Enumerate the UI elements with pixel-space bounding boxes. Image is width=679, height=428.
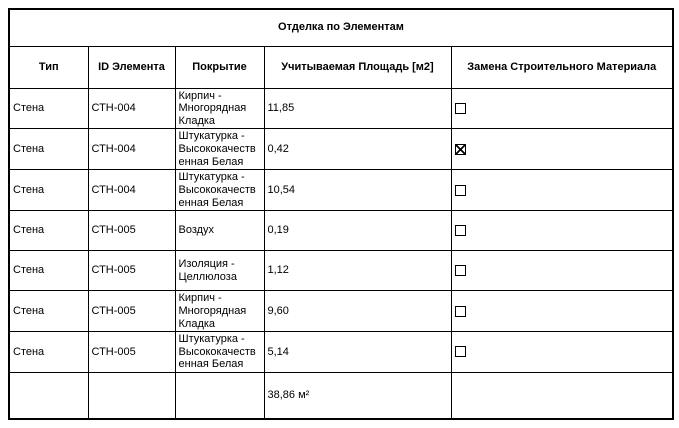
replace-material-checkbox[interactable] bbox=[455, 144, 466, 155]
table-row bbox=[9, 332, 673, 373]
cell-type: Стена bbox=[9, 291, 88, 332]
cell-element-id: СТН-004 bbox=[88, 170, 175, 211]
cell-replace-material bbox=[451, 332, 673, 373]
cell-type: Стена bbox=[9, 88, 88, 129]
cell-element-id: СТН-005 bbox=[88, 251, 175, 291]
table-row bbox=[9, 88, 673, 129]
cell-area: 11,85 bbox=[264, 88, 451, 129]
cell-coating: Штукатурка - Высококачественная Белая bbox=[175, 332, 264, 373]
replace-material-checkbox[interactable] bbox=[455, 346, 466, 357]
column-header-type: Тип bbox=[9, 46, 88, 88]
total-area-value: 38,86 м² bbox=[264, 373, 451, 419]
table-row bbox=[9, 170, 673, 211]
cell-coating: Изоляция - Целлюлоза bbox=[175, 251, 264, 291]
cell-replace-material bbox=[451, 170, 673, 211]
cell-replace-material bbox=[451, 129, 673, 170]
schedule-title: Отделка по Элементам bbox=[9, 9, 673, 46]
total-empty-replace bbox=[451, 373, 673, 419]
cell-type: Стена bbox=[9, 211, 88, 251]
column-header-element-id: ID Элемента bbox=[88, 46, 175, 88]
cell-type: Стена bbox=[9, 129, 88, 170]
total-row bbox=[9, 373, 673, 419]
replace-material-checkbox[interactable] bbox=[455, 185, 466, 196]
cell-replace-material bbox=[451, 88, 673, 129]
cell-coating: Штукатурка - Высококачественная Белая bbox=[175, 170, 264, 211]
column-header-area: Учитываемая Площадь [м2] bbox=[264, 46, 451, 88]
total-empty-coating bbox=[175, 373, 264, 419]
cell-area: 1,12 bbox=[264, 251, 451, 291]
replace-material-checkbox[interactable] bbox=[455, 265, 466, 276]
cell-area: 0,42 bbox=[264, 129, 451, 170]
cell-coating: Кирпич - Многорядная Кладка bbox=[175, 88, 264, 129]
cell-element-id: СТН-005 bbox=[88, 332, 175, 373]
cell-element-id: СТН-004 bbox=[88, 129, 175, 170]
cell-type: Стена bbox=[9, 332, 88, 373]
cell-coating: Кирпич - Многорядная Кладка bbox=[175, 291, 264, 332]
cell-replace-material bbox=[451, 211, 673, 251]
schedule-table bbox=[8, 8, 674, 420]
cell-area: 10,54 bbox=[264, 170, 451, 211]
replace-material-checkbox[interactable] bbox=[455, 225, 466, 236]
cell-coating: Штукатурка - Высококачественная Белая bbox=[175, 129, 264, 170]
replace-material-checkbox[interactable] bbox=[455, 103, 466, 114]
table-row bbox=[9, 251, 673, 291]
total-empty-element-id bbox=[88, 373, 175, 419]
cell-replace-material bbox=[451, 251, 673, 291]
cell-element-id: СТН-005 bbox=[88, 211, 175, 251]
total-empty-type bbox=[9, 373, 88, 419]
table-row bbox=[9, 211, 673, 251]
cell-area: 9,60 bbox=[264, 291, 451, 332]
table-row bbox=[9, 129, 673, 170]
cell-element-id: СТН-004 bbox=[88, 88, 175, 129]
table-row bbox=[9, 291, 673, 332]
cell-replace-material bbox=[451, 291, 673, 332]
column-header-replace-material: Замена Строительного Материала bbox=[451, 46, 673, 88]
cell-type: Стена bbox=[9, 251, 88, 291]
column-header-coating: Покрытие bbox=[175, 46, 264, 88]
replace-material-checkbox[interactable] bbox=[455, 306, 466, 317]
cell-area: 0,19 bbox=[264, 211, 451, 251]
cell-area: 5,14 bbox=[264, 332, 451, 373]
cell-type: Стена bbox=[9, 170, 88, 211]
cell-coating: Воздух bbox=[175, 211, 264, 251]
cell-element-id: СТН-005 bbox=[88, 291, 175, 332]
